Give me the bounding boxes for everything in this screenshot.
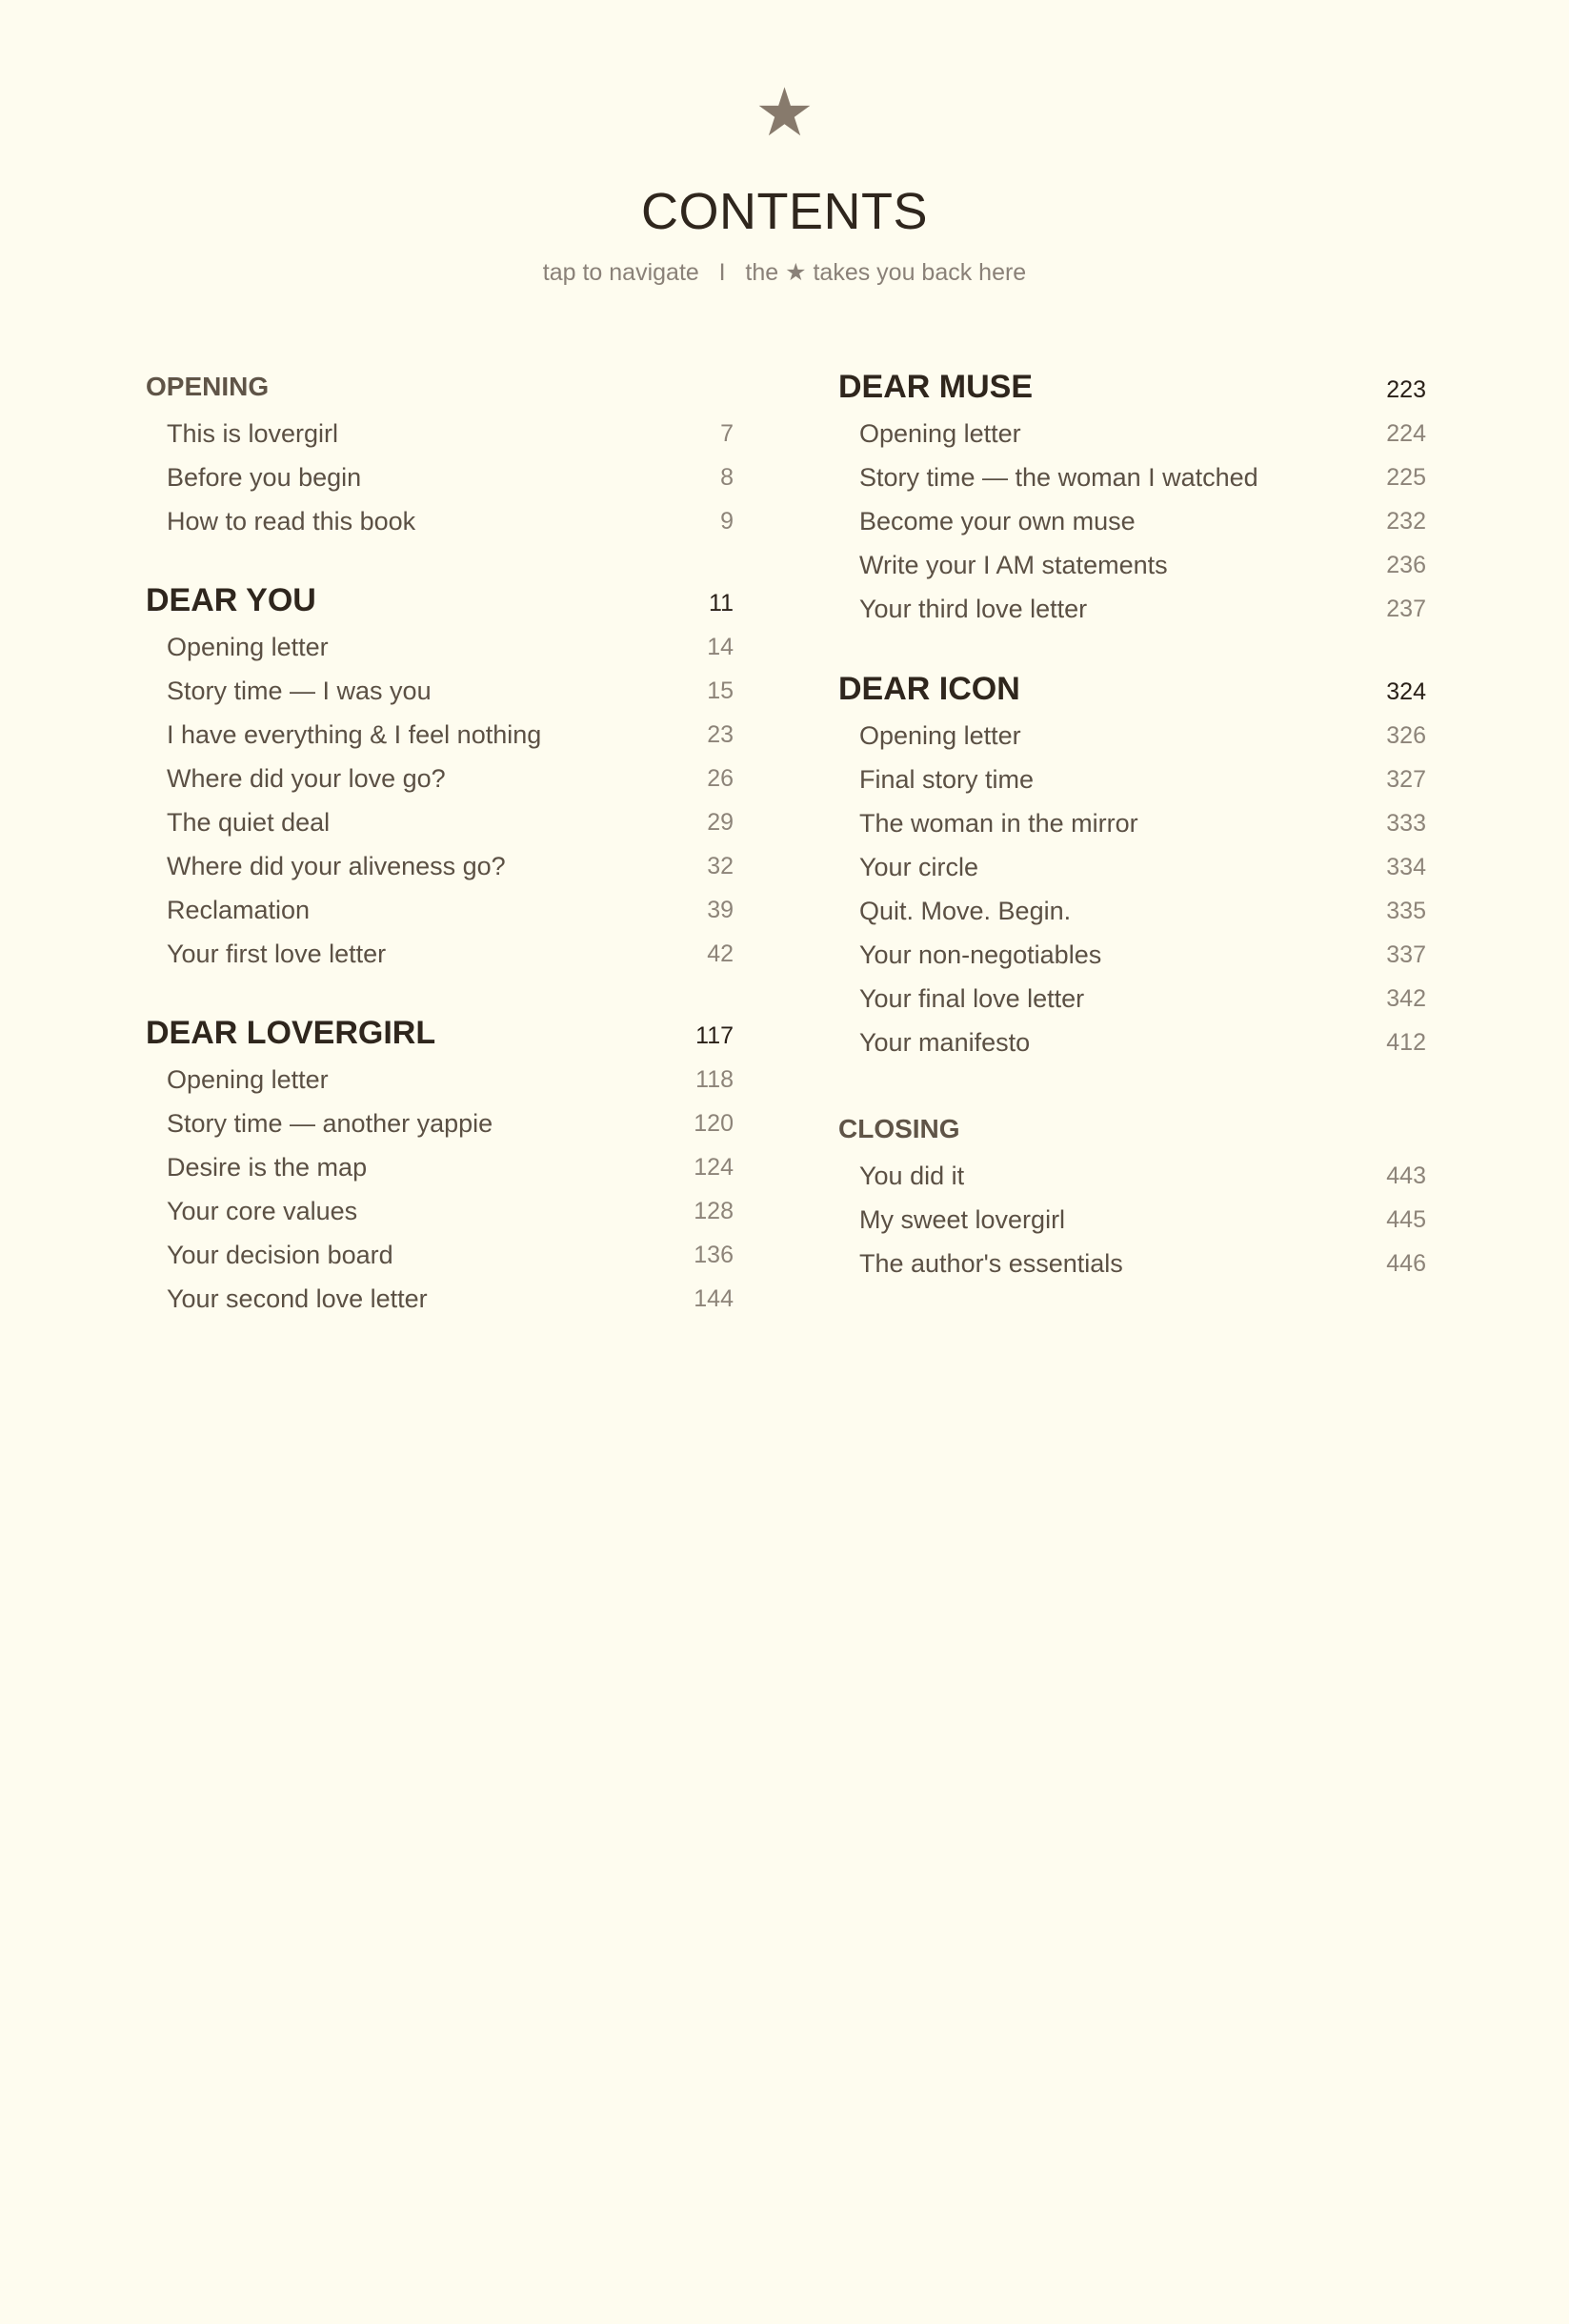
toc-entry-page-number: 232 [1386,508,1426,535]
toc-entry-label: Opening letter [167,633,329,661]
toc-entry-label: Opening letter [167,1065,329,1094]
toc-entry[interactable] [838,845,1426,889]
section-page-number: 117 [695,1022,734,1049]
toc-entry-label: Opening letter [859,721,1021,750]
section-title: DEAR ICON [838,671,1020,707]
toc-entry-label: Your second love letter [167,1284,428,1313]
toc-entry-label: Quit. Move. Begin. [859,897,1072,925]
toc-entry-label: Story time — the woman I watched [859,463,1258,492]
section-heading-dear-you[interactable] [146,581,734,627]
toc-entry[interactable] [146,1189,734,1233]
toc-entry-label: Where did your aliveness go? [167,852,506,880]
toc-entry[interactable] [838,412,1426,455]
toc-entry-page-number: 443 [1386,1162,1426,1189]
toc-entry-label: I have everything & I feel nothing [167,720,542,749]
toc-entry[interactable] [146,757,734,800]
toc-entry[interactable] [146,844,734,888]
page-title: CONTENTS [641,183,928,240]
toc-entry[interactable] [838,801,1426,845]
toc-entry-label: Opening letter [859,419,1021,448]
toc-entry[interactable] [838,499,1426,543]
page-subtitle: tap to navigate I the ★ takes you back here [542,259,1027,286]
toc-entry-page-number: 342 [1386,985,1426,1012]
toc-entry[interactable] [146,669,734,713]
toc-entry[interactable] [838,889,1426,933]
toc-entry[interactable] [146,932,734,976]
toc-entry-page-number: 14 [707,634,734,660]
toc-entry[interactable] [838,1242,1426,1285]
toc-entry-page-number: 412 [1386,1029,1426,1056]
toc-entry[interactable] [146,888,734,932]
toc-entry[interactable] [146,1277,734,1321]
toc-entry[interactable] [146,455,734,499]
toc-entry-label: My sweet lovergirl [859,1205,1066,1234]
toc-entry-page-number: 224 [1386,420,1426,447]
toc-entry-page-number: 333 [1386,810,1426,837]
toc-entry[interactable] [146,1145,734,1189]
toc-entry-label: Write your I AM statements [859,551,1168,579]
toc-entry[interactable] [838,977,1426,1021]
toc-entry-label: You did it [859,1162,965,1190]
toc-entry-page-number: 237 [1386,596,1426,622]
toc-entry-page-number: 118 [695,1066,734,1093]
toc-entry-label: Final story time [859,765,1035,794]
section-page-number: 324 [1386,678,1426,705]
toc-entry-label: Your non-negotiables [859,940,1102,969]
toc-entry[interactable] [146,713,734,757]
toc-entry-page-number: 26 [707,765,734,792]
toc-entry-label: Your decision board [167,1241,393,1269]
toc-entry-page-number: 120 [694,1110,734,1137]
toc-entry[interactable] [838,1021,1426,1064]
toc-entry-page-number: 326 [1386,722,1426,749]
toc-entry-page-number: 23 [707,721,734,748]
toc-entry[interactable] [838,587,1426,631]
toc-entry[interactable] [146,800,734,844]
toc-entry-page-number: 236 [1386,552,1426,578]
toc-entry[interactable] [146,625,734,669]
toc-entry-label: Become your own muse [859,507,1136,536]
toc-entry-page-number: 144 [694,1285,734,1312]
toc-entry-label: How to read this book [167,507,416,536]
toc-entry[interactable] [838,1154,1426,1198]
toc-entry[interactable] [146,1058,734,1101]
toc-entry[interactable] [146,412,734,455]
section-title: CLOSING [838,1114,960,1143]
toc-entry-page-number: 128 [694,1198,734,1224]
toc-entry-page-number: 225 [1386,464,1426,491]
toc-entry-page-number: 124 [694,1154,734,1181]
toc-entry-page-number: 446 [1386,1250,1426,1277]
star-icon[interactable]: ★ [754,75,815,150]
section-heading-opening[interactable] [146,368,734,414]
toc-entry-page-number: 445 [1386,1206,1426,1233]
toc-entry[interactable] [838,455,1426,499]
toc-entry-page-number: 136 [694,1242,734,1268]
section-heading-closing[interactable] [838,1110,1426,1156]
toc-entry-page-number: 334 [1386,854,1426,880]
toc-entry-label: Where did your love go? [167,764,446,793]
toc-entry-page-number: 39 [707,897,734,923]
section-title: OPENING [146,372,270,401]
toc-entry-page-number: 9 [720,508,734,535]
toc-entry[interactable] [838,758,1426,801]
toc-entry-label: Reclamation [167,896,311,924]
toc-entry[interactable] [838,933,1426,977]
toc-entry-label: Your third love letter [859,595,1088,623]
toc-entry-page-number: 29 [707,809,734,836]
toc-entry-page-number: 32 [707,853,734,879]
section-heading-dear-muse[interactable] [838,368,1426,414]
section-title: DEAR YOU [146,582,316,618]
toc-entry-label: Story time — I was you [167,677,432,705]
toc-entry-label: The woman in the mirror [859,809,1138,838]
toc-entry-page-number: 335 [1386,898,1426,924]
toc-entry-label: Story time — another yappie [167,1109,493,1138]
toc-entry[interactable] [146,1233,734,1277]
toc-entry-page-number: 8 [720,464,734,491]
toc-entry-page-number: 15 [707,677,734,704]
section-page-number: 223 [1386,376,1426,403]
toc-entry[interactable] [838,543,1426,587]
toc-entry-label: The quiet deal [167,808,331,837]
toc-entry[interactable] [838,1198,1426,1242]
toc-entry-page-number: 42 [707,940,734,967]
section-heading-dear-lovergirl[interactable] [146,1014,734,1060]
toc-entry-label: The author's essentials [859,1249,1123,1278]
toc-entry-label: Before you begin [167,463,362,492]
section-page-number: 11 [709,590,734,616]
toc-entry-page-number: 7 [720,420,734,447]
toc-entry[interactable] [146,1101,734,1145]
toc-entry-page-number: 327 [1386,766,1426,793]
toc-entry-label: Your circle [859,853,979,881]
toc-entry-label: Your manifesto [859,1028,1031,1057]
toc-entry-label: This is lovergirl [167,419,339,448]
toc-entry-label: Desire is the map [167,1153,368,1182]
toc-entry[interactable] [146,499,734,543]
toc-entry[interactable] [838,714,1426,758]
toc-entry-label: Your final love letter [859,984,1085,1013]
toc-entry-label: Your first love letter [167,940,387,968]
section-heading-dear-icon[interactable] [838,670,1426,716]
toc-entry-page-number: 337 [1386,941,1426,968]
section-title: DEAR LOVERGIRL [146,1015,436,1051]
toc-entry-label: Your core values [167,1197,358,1225]
section-title: DEAR MUSE [838,369,1034,405]
